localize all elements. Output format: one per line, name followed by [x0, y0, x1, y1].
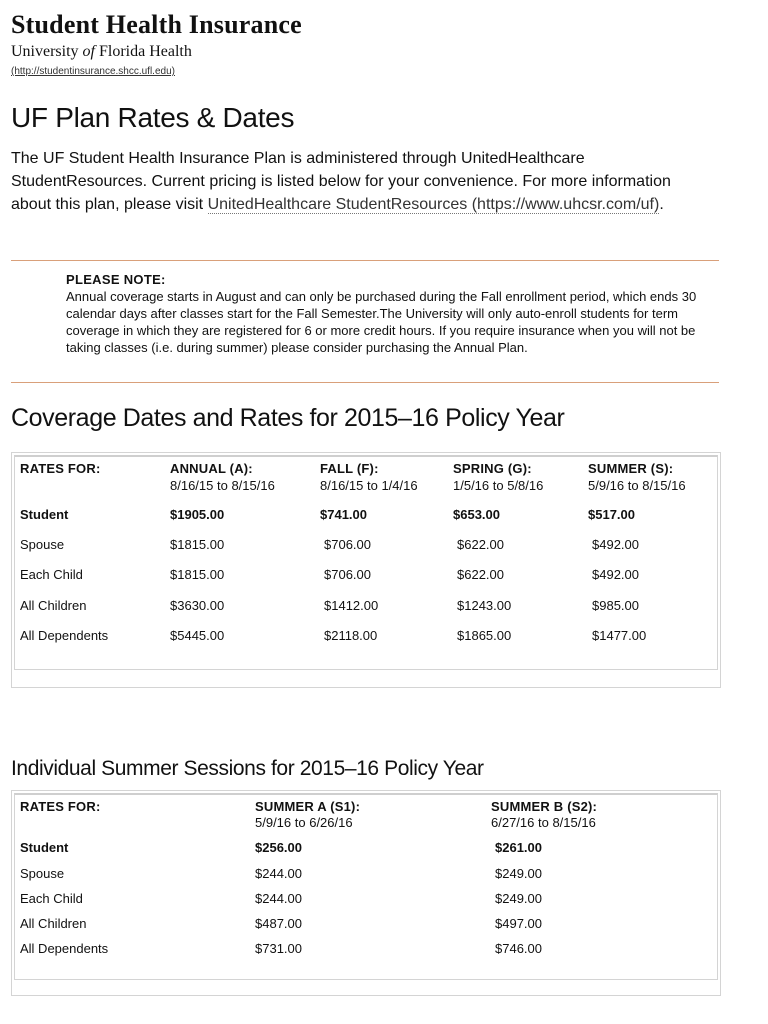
site-url-link[interactable]: (http://studentinsurance.shcc.ufl.edu) — [11, 66, 175, 77]
s-row-label-student: Student — [20, 840, 69, 855]
rate-annual-all-children: $3630.00 — [170, 598, 225, 613]
site-subtitle — [11, 43, 192, 61]
rate-s1-student: $256.00 — [255, 840, 302, 855]
rate-summer-each-child: $492.00 — [592, 567, 639, 582]
rate-fall-each-child: $706.00 — [324, 567, 371, 582]
s-row-label-all-dependents: All Dependents — [20, 941, 109, 956]
rate-fall-all-dependents: $2118.00 — [324, 628, 378, 643]
rate-annual-each-child: $1815.00 — [170, 567, 225, 582]
rate-spring-spouse: $622.00 — [457, 537, 504, 552]
rate-summer-all-children: $985.00 — [592, 598, 639, 613]
row-label-all-children: All Children — [20, 598, 87, 613]
rate-s2-each-child: $249.00 — [495, 891, 542, 906]
rate-s2-all-children: $497.00 — [495, 916, 542, 931]
rate-spring-each-child: $622.00 — [457, 567, 504, 582]
rate-s1-all-children: $487.00 — [255, 916, 302, 931]
note-bottom-rule — [11, 382, 719, 383]
col-header-summer-b: SUMMER B (S2): — [491, 799, 598, 814]
rate-annual-spouse: $1815.00 — [170, 537, 225, 552]
intro-text: The UF Student Health Insurance Plan is administered through UnitedHealthcare StudentResources. Current pricing is listed below for your convenience. For more information about this plan, please visit — [11, 150, 671, 213]
rate-annual-all-dependents: $5445.00 — [170, 628, 225, 643]
rate-s2-student: $261.00 — [495, 840, 542, 855]
rate-s1-spouse: $244.00 — [255, 866, 302, 881]
s-row-label-spouse: Spouse — [20, 866, 65, 881]
note-body: Annual coverage starts in August and can only be purchased during the Fall enrollment period, which ends 30 calendar days after classes start for the Fall Semester.The University will only auto-enroll students for term coverage in which they are registered for 6 or more credit hours. If you require insurance when you will not be taking classes (i.e. during summer) please consider purchasing the Annual Plan. — [66, 289, 697, 355]
summer-sessions-table-inner — [14, 793, 718, 980]
note-top-rule — [11, 260, 719, 261]
intro-end: . — [659, 196, 664, 213]
col-dates-summer: 5/9/16 to 8/15/16 — [588, 478, 686, 493]
s-row-label-all-children: All Children — [20, 916, 87, 931]
col-dates-fall: 8/16/15 to 1/4/16 — [320, 478, 418, 493]
row-label-all-dependents: All Dependents — [20, 628, 109, 643]
rate-s2-all-dependents: $746.00 — [495, 941, 542, 956]
page-title: UF Plan Rates & Dates — [11, 102, 295, 133]
note-heading: PLEASE NOTE: — [66, 272, 166, 287]
rate-s1-all-dependents: $731.00 — [255, 941, 302, 956]
rate-summer-student: $517.00 — [588, 507, 635, 522]
col-header-summer-a: SUMMER A (S1): — [255, 799, 361, 814]
rate-fall-spouse: $706.00 — [324, 537, 371, 552]
rate-fall-student: $741.00 — [320, 507, 367, 522]
s-row-label-each-child: Each Child — [20, 891, 83, 906]
rates-for-header-2: RATES FOR: — [20, 799, 101, 814]
col-dates-annual: 8/16/15 to 8/15/16 — [170, 478, 275, 493]
rate-summer-spouse: $492.00 — [592, 537, 639, 552]
subtitle-part-1: University — [11, 43, 83, 60]
col-header-fall: FALL (F): — [320, 461, 379, 476]
rate-spring-student: $653.00 — [453, 507, 500, 522]
subtitle-part-2: Florida Health — [95, 43, 192, 60]
col-header-annual: ANNUAL (A): — [170, 461, 253, 476]
col-dates-summer-b: 6/27/16 to 8/15/16 — [491, 815, 596, 830]
rates-for-header: RATES FOR: — [20, 461, 101, 476]
site-title: Student Health Insurance — [11, 10, 302, 39]
summer-sessions-table — [11, 790, 721, 996]
coverage-rates-table — [11, 452, 721, 688]
row-label-each-child: Each Child — [20, 567, 83, 582]
summer-sessions-heading: Individual Summer Sessions for 2015–16 Policy Year — [11, 757, 484, 780]
note-box — [66, 271, 716, 356]
rate-spring-all-children: $1243.00 — [457, 598, 512, 613]
col-dates-spring: 1/5/16 to 5/8/16 — [453, 478, 544, 493]
coverage-rates-heading: Coverage Dates and Rates for 2015–16 Policy Year — [11, 404, 565, 432]
rate-spring-all-dependents: $1865.00 — [457, 628, 512, 643]
rate-annual-student: $1905.00 — [170, 507, 225, 522]
uhcsr-link[interactable]: UnitedHealthcare StudentResources (https://www.uhcsr.com/uf) — [207, 196, 660, 213]
row-label-spouse: Spouse — [20, 537, 65, 552]
coverage-rates-table-inner — [14, 455, 718, 670]
rate-fall-all-children: $1412.00 — [324, 598, 379, 613]
rate-s1-each-child: $244.00 — [255, 891, 302, 906]
rate-s2-spouse: $249.00 — [495, 866, 542, 881]
subtitle-part-of: of — [82, 43, 95, 60]
col-header-summer: SUMMER (S): — [588, 461, 674, 476]
rate-summer-all-dependents: $1477.00 — [592, 628, 647, 643]
row-label-student: Student — [20, 507, 69, 522]
col-header-spring: SPRING (G): — [453, 461, 532, 476]
intro-paragraph — [11, 147, 701, 216]
col-dates-summer-a: 5/9/16 to 6/26/16 — [255, 815, 353, 830]
